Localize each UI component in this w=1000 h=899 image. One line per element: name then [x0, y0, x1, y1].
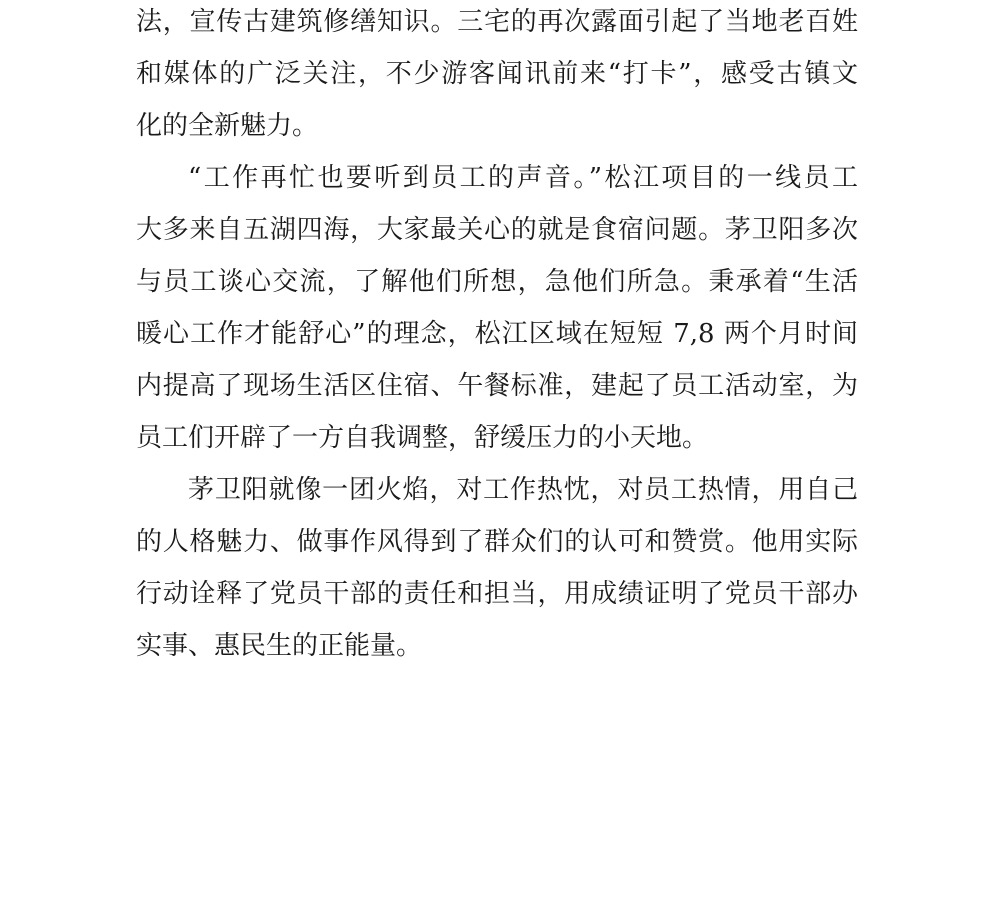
text-line: 与员工谈心交流，了解他们所想，急他们所急。秉承着“生活	[136, 267, 858, 297]
text-line: 员工们开辟了一方自我调整，舒缓压力的小天地。	[136, 423, 709, 453]
text-line: 暖心工作才能舒心”的理念，松江区域在短短 7,8 两个月时间	[136, 319, 858, 349]
text-line: 的人格魅力、做事作风得到了群众们的认可和赞赏。他用实际	[136, 527, 858, 557]
text-line: 和媒体的广泛关注，不少游客闻讯前来“打卡”，感受古镇文	[136, 59, 858, 89]
text-line: 内提高了现场生活区住宿、午餐标准，建起了员工活动室，为	[136, 371, 858, 401]
text-line: 茅卫阳就像一团火焰，对工作热忱，对员工热情，用自己	[188, 475, 858, 505]
text-line: 大多来自五湖四海，大家最关心的就是食宿问题。茅卫阳多次	[136, 215, 858, 245]
text-line: 法，宣传古建筑修缮知识。三宅的再次露面引起了当地老百姓	[136, 7, 858, 37]
text-line: 行动诠释了党员干部的责任和担当，用成绩证明了党员干部办	[136, 579, 858, 609]
text-line: 实事、惠民生的正能量。	[136, 631, 423, 661]
text-line: “工作再忙也要听到员工的声音。”松江项目的一线员工	[188, 163, 858, 193]
text-line: 化的全新魅力。	[136, 111, 319, 141]
